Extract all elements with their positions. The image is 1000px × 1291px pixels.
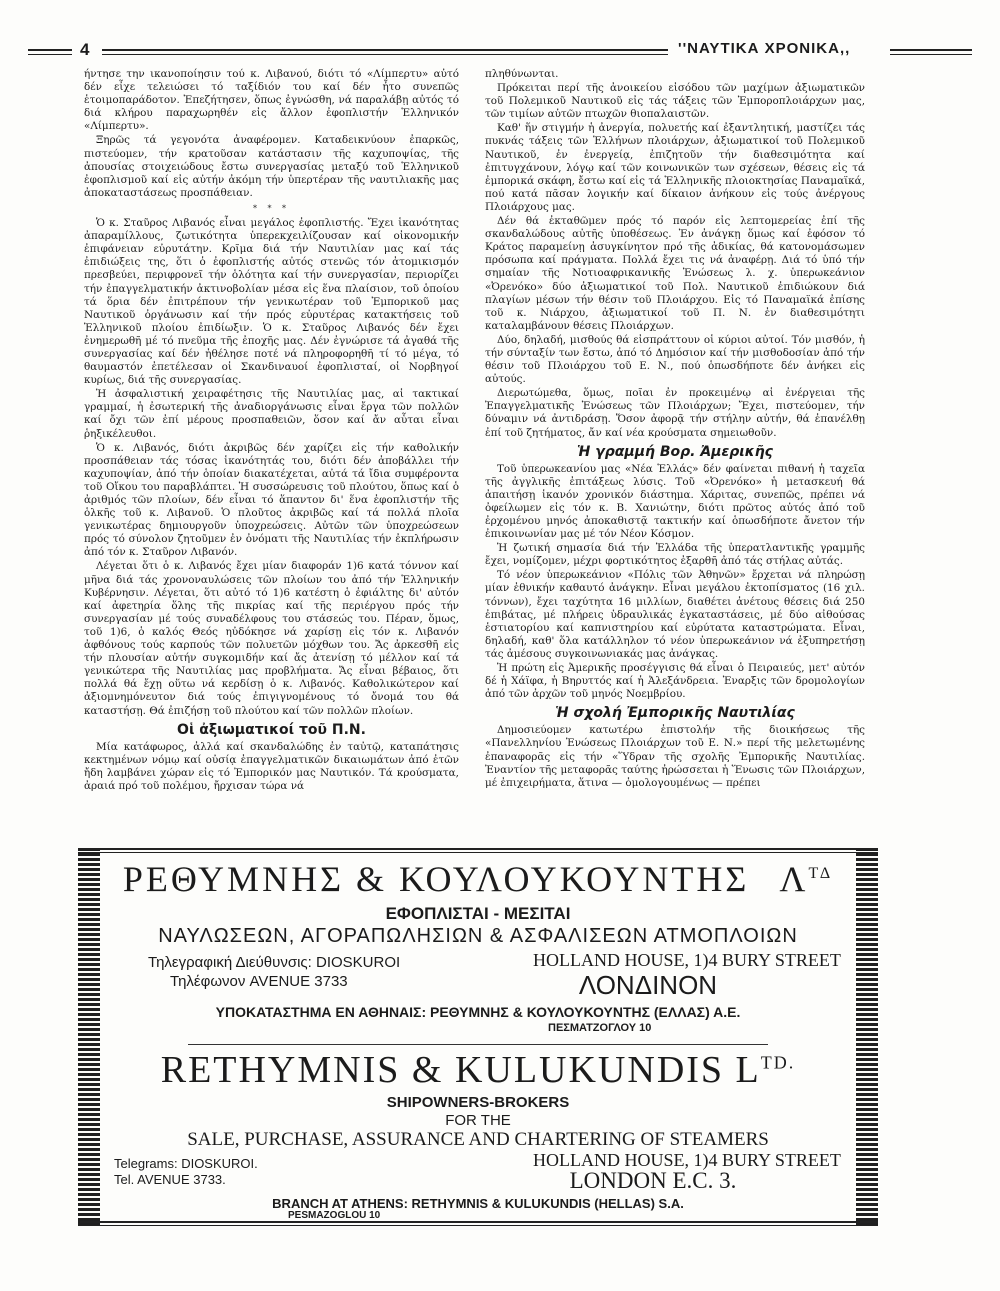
paragraph: Τό νέον ὑπερωκεάνιον «Πόλις τῶν Ἀθηνῶν» ἔρχεται νά πληρώσῃ μίαν ἐθνικήν καθαυτό ἀνάγκην. Εἶναι μεγάλου ἐκτοπίσματος (16 χιλ. τόννων), ἔχει ταχύτητα 16 μιλλίων, διαθέτει ἀνέτους θέσεις διά 250 ἐπιβάτας, μέ πλήρεις ὑδραυλικάς ἐγκαταστάσεις, μέ δύο αἰθούσας ἑστιατορίου καί καπνιστηρίου καί εὐρύτατα καταστρώματα. Εἶναι, δηλαδή, καθ' ὅλα κατάλληλον τό νέον ὑπερωκεάνιον νά ἐξυπηρετήσῃ τάς ἀμέσους συγκοινωνιακάς μας ἀνάγκας. — [485, 569, 865, 660]
ad-greek-suffix: Λ — [779, 859, 809, 899]
header-rule-right — [890, 49, 972, 55]
ad-english-suffix-sup: TD. — [760, 1052, 796, 1073]
ad-english-for: FOR THE — [445, 1112, 511, 1129]
ad-border-top — [78, 848, 878, 853]
paragraph: Καθ' ἥν στιγμήν ἡ ἀνεργία, πολυετής καί ἐξαντλητική, μαστίζει τάς πυκνάς τάξεις τῶν Ἑλλήνων πλοιάρχων, ἀξιωματικοί τοῦ Πολεμικοῦ Ναυτικοῦ, ἐν ἐνεργείᾳ, ἐπιζητοῦν τήν διαθεσιμότητα καί ἐπιτυγχάνουν, λόγῳ καί τῶν κοινωνικῶν των σχέσεων, θέσεις εἰς τά ἐμπορικά σκάφη, ἔστω καί εἰς τά Ἑλληνικῆς πλοιοκτησίας Παναμαϊκά, πού κατά πᾶσαν λογικήν καί δίκαιον ἀνήκουν εἰς τούς ἀνέργους Πλοιάρχους μας. — [485, 122, 865, 213]
paragraph: πληθύνωνται. — [485, 68, 559, 80]
page-header — [28, 40, 972, 60]
section-separator: * * * — [252, 203, 291, 213]
right-column — [485, 68, 865, 840]
ad-greek-city: ΛΟΝΔΙΝΟΝ — [578, 970, 718, 1000]
ad-greek-name-text: ΡΕΘΥΜΝΗΣ & ΚΟΥΛΟΥΚΟΥΝΤΗΣ — [122, 859, 750, 899]
left-column — [84, 68, 459, 840]
ad-greek-suffix-sup: ΤΔ — [808, 865, 834, 882]
paragraph: Ξηρῶς τά γεγονότα ἀναφέρομεν. Καταδεικνύουν ἐπαρκῶς, πιστεύομεν, τήν κρατοῦσαν κατάστασιν τῆς καχυποψίας, τῆς ἀπουσίας στοιχειώδους ἔστω συνεργασίας μεταξύ τοῦ Ἑλληνικοῦ ἐφοπλισμοῦ καί εἰς αὐτήν ἀκόμη τήν ὑπερτέραν τῆς ναυτιλιακῆς μας ἀποκαταστάσεως προσπάθειαν. — [84, 134, 459, 199]
ad-english-services: SALE, PURCHASE, ASSURANCE AND CHARTERING OF STEAMERS — [187, 1129, 769, 1150]
paragraph: Μία κατάφωρος, ἀλλά καί σκανδαλώδης ἐν ταὐτῷ, καταπάτησις κεκτημένων νόμῳ καί οὐσίᾳ ἐπαγγελματικῶν δικαιωμάτων ἀπό ἐτῶν ἤδη λαμβάνει χώραν εἰς τό Ἐμπορικόν μας Ναυτικόν. Τά κρούσματα, ἀραιά πρό τοῦ πολέμου, ἤρχισαν τώρα νά — [84, 740, 459, 792]
paragraph: Ἡ ἀσφαλιστική χειραφέτησις τῆς Ναυτιλίας μας, αἱ τακτικαί γραμμαί, ἡ ἐσωτερική τῆς ἀναδιοργάνωσις εἶναι ἔργα τῶν πολλῶν καί ὄχι τῶν ἐπί μέρους προσπαθειῶν, ὅσον καί ἄν αὗται εἶναι ῥηξικέλευθοι. — [84, 388, 459, 440]
ad-greek-branch-street: ΠΕΣΜΑΤΖΟΓΛΟΥ 10 — [548, 1022, 652, 1034]
ad-english-city: LONDON E.C. 3. — [569, 1168, 737, 1193]
ad-english-telegrams: Telegrams: DIOSKUROI. — [114, 1156, 258, 1171]
header-rule-left — [28, 49, 72, 55]
ad-divider — [188, 1044, 768, 1045]
section-heading: Οἱ ἀξιωματικοί τοῦ Π.Ν. — [177, 721, 366, 738]
paragraph: Δύο, δηλαδή, μισθούς θά εἰσπράττουν οἱ κύριοι αὐτοί. Τόν μισθόν, ἡ τήν σύνταξίν των ἔστω, ἀπό τό Δημόσιον καί τήν μισθοδοσίαν ἀπό τήν θέσιν τοῦ Πλοιάρχου τοῦ Ε. Ν., πού ὁπωσδήποτε δέν ἀνήκει εἰς αὐτούς. — [485, 333, 865, 386]
ad-english-branch-street: PESMAZOGLOU 10 — [288, 1210, 381, 1221]
ad-greek-branch: ΥΠΟΚΑΤΑΣΤΗΜΑ ΕΝ ΑΘΗΝΑΙΣ: ΡΕΘΥΜΝΗΣ & ΚΟΥΛΟΥΚΟΥΝΤΗΣ (ΕΛΛΑΣ) Α.Ε. — [215, 1004, 741, 1020]
paragraph: Ἡ πρώτη εἰς Ἀμερικῆς προσέγγισις θά εἶναι ὁ Πειραιεύς, μετ' αὐτόν δέ ἡ Χάϊφα, ἡ Βηρυττός καί ἡ Ἀλεξάνδρεια. Ἐναρξις τῶν δρομολογίων ἀπό τῶν ἀρχῶν τοῦ μηνός Νοεμβρίου. — [485, 662, 865, 701]
section-heading — [485, 705, 865, 721]
ad-english-tel: Tel. AVENUE 3733. — [114, 1172, 226, 1187]
ad-english-branch: BRANCH AT ATHENS: RETHYMNIS & KULUKUNDIS (HELLAS) S.A. — [272, 1196, 684, 1211]
paragraph: Ὁ κ. Λιβανός, διότι ἀκριβῶς δέν χαρίζει εἰς τήν καθολικήν προσπάθειαν τάς τόσας ἱκανότητάς του, διότι δέν ἀποβάλλει τήν καχυποψίαν, ἀπό τήν ὁποίαν διακατέχεται, αὐτά τά ἴδια συμφέροντα τοῦ Οἴκου του παραβλάπτει. Ἡ συσσώρευσις τοῦ πλούτου, ὅπως καί ὁ ἀριθμός τῶν πλοίων, δέν εἶναι τό ἅπαντον δι' ἕνα ἐφοπλιστήν τῆς ὁλκῆς τοῦ κ. Λιβανοῦ. Ὁ πλοῦτος ἀκριβῶς καί τά πολλά πλοῖα γενικωτέρας δημιουργοῦν ὑποχρεώσεις. Αὐτῶν τῶν ὑποχρεώσεων πρός τό σύνολον ζητοῦμεν ἐν ὀνόματι τῆς Ναυτιλίας τήν ἐκπλήρωσιν ἀπό τόν κ. Σταῦρον Λιβανόν. — [84, 441, 459, 559]
ad-english-role: SHIPOWNERS-BROKERS — [386, 1094, 570, 1111]
paragraph: Δέν θά ἐκταθῶμεν πρός τό παρόν εἰς λεπτομερείας ἐπί τῆς σκανδαλώδους αὐτῆς ὑποθέσεως. Ἐν ἀνάγκῃ ὅμως καί ἐφόσον τό Κράτος παραμείνῃ ἀσυγκίνητον πρό τῆς ἀδικίας, θά κατονομάσωμεν πρόσωπα καί πράγματα. Πολλά ἔχει τις νά ἀναφέρῃ. Διά τό ὑπό τήν σημαίαν τῆς Νοτιοαφρικανικῆς Ἑνώσεως λ. χ. ὑπερωκεάνιον «Ὀρενόκο» δύο ἀξιωματικοί τοῦ Πολ. Ναυτικοῦ ἐπιδιώκουν διά πλαγίων μέσων τήν θέσιν τοῦ Πλοιάρχου. Εἰς τό Παναμαϊκά ἐπίσης τοῦ κ. Νιάρχου, ἀξιωματικοί τοῦ Π. Ν. ἐν διαθεσιμότητι καταλαμβάνουν θέσεις Πλοιάρχων. — [485, 215, 865, 332]
ad-border-bottom — [78, 1221, 878, 1226]
ad-border-right — [856, 848, 878, 1226]
ad-greek-company-name — [108, 858, 848, 900]
ad-greek-services: ΝΑΥΛΩΣΕΩΝ, ΑΓΟΡΑΠΩΛΗΣΙΩΝ & ΑΣΦΑΛΙΣΕΩΝ ΑΤΜΟΠΛΟΙΩΝ — [158, 925, 798, 947]
page-number: 4 — [80, 40, 90, 59]
paragraph: Πρόκειται περί τῆς ἀνοικείου εἰσόδου τῶν μαχίμων ἀξιωματικῶν τοῦ Πολεμικοῦ Ναυτικοῦ εἰς τάς τάξεις τῶν Ἐμποροπλοιάρχων μας, τῶν τιμίων αὐτῶν πτωχῶν θιοπαλαιστῶν. — [485, 82, 865, 121]
ad-border-left — [78, 848, 100, 1226]
section-heading-text: Ἡ γραμμή Βορ. Ἀμερικῆς — [577, 443, 773, 460]
paragraph: Δημοσιεύομεν κατωτέρω ἐπιστολήν τῆς διοικήσεως τῆς «Πανελληνίου Ἑνώσεως Πλοιάρχων τοῦ Ε. Ν.» περί τῆς μελετωμένης ἐπαναφορᾶς εἰς τήν «Ὕδραν τῆς σχολῆς Ἐμπορικῆς Ναυτιλίας. Ἐναντίον τῆς μεταφορᾶς ταύτης ἠρώσσεται ἡ Ἕνωσις τῶν Πλοιάρχων, μέ ἐπιχειρήματα, ἅτινα — ὁμολογουμένως — πρέπει — [485, 724, 865, 789]
ad-greek-address: HOLLAND HOUSE, 1)4 BURY STREET — [533, 950, 841, 970]
paragraph: Τοῦ ὑπερωκεανίου μας «Νέα Ἑλλάς» δέν φαίνεται πιθανή ἡ ταχεῖα τῆς ἀγγλικῆς ἐπιτάξεως λύσις. Τοῦ «Ὀρενόκο» ἡ μετασκευή θά ἀπαιτήσῃ ἱκανόν χρονικόν διάστημα. Χάριτας, συνεπῶς, πρέπει νά ὀφείλωμεν εἰς τόν κ. Β. Χανιώτην, διότι πρῶτος αὐτός ἀπό τοῦ ἐρχομένου μηνός ἀποκαθιστᾷ τακτικήν καί ὁπωσδήποτε ἄνετον τήν ἐπικοινωνίαν μας μέ τόν Νέον Κόσμον. — [485, 462, 865, 541]
ad-greek-phone: Τηλέφωνον AVENUE 3733 — [170, 973, 348, 990]
ad-english-company-name — [108, 1048, 848, 1092]
paragraph: Ὁ κ. Σταῦρος Λιβανός εἶναι μεγάλος ἐφοπλιστής. Ἔχει ἱκανότητας ἀπαραμίλλους, ζωτικότητα ὑπερεκχειλίζουσαν καί οἰκονομικήν ἐπιφάνειαν εὐρυτάτην. Κρῖμα διά τήν Ναυτιλίαν μας καί τάς ἐπιδιώξεις της, ὅτι ὁ ἐφοπλιστής αὐτός στενῶς τόν ἀτομικισμόν πρεσβεύει, περιφρονεῖ τήν ὁλότητα καί τήν συνεργασίαν, περιορίζει τήν ἐπαγγελματικήν ἀκτινοβολίαν μέσα εἰς ἕνα πλαίσιον, τοῦ ὁποίου τά ὅρια δέν ἐπιτρέπουν τήν γενικωτέραν τοῦ Ἐμπορικοῦ μας Ναυτικοῦ ὀργάνωσιν καί τήν πρός εὐρυτέρας κατακτήσεις τοῦ Ἑλληνικοῦ πλοίου ἐπιδίωξιν. Ὁ κ. Σταῦρος Λιβανός δέν ἔχει ἐνημερωθῆ μέ τό πνεῦμα τῆς ἐποχῆς μας. Δέν ἐγνώρισε τά ἀγαθά τῆς συνεργασίας καί δέν ἠθέλησε ποτέ νά πληροφορηθῆ τί τό μέγα, τό θαυμαστόν ἐπετέλεσαν οἱ Σκανδιναυοί ἐφοπλισταί, οἱ Νορβηγοί κυρίως, διά τῆς συνεργασίας. — [84, 217, 459, 387]
header-rule-middle — [102, 49, 668, 55]
ad-greek-role: ΕΦΟΠΛΙΣΤΑΙ - ΜΕΣΙΤΑΙ — [385, 904, 571, 923]
section-heading-text: Ἡ σχολή Ἐμπορικῆς Ναυτιλίας — [555, 705, 795, 722]
ad-english-name-text: RETHYMNIS & KULUKUNDIS L — [160, 1049, 761, 1091]
advertisement-box — [78, 848, 878, 1226]
paragraph: ήντησε την ικανοποίησιν τού κ. Λιβανού, διότι τό «Λίμπερτυ» αὐτό δέν εἶχε τελειώσει τό ταξίδιόν του καί δέν ἦτο συνεπῶς ἑτοιμοπαράδοτον. Ἐπεζήτησεν, ὅπως ἐγνώσθη, νά παραλάβῃ αὐτός τό διά κλήρου παραχωρηθέν εἰς ἄλλον ἐφοπλιστήν Ἑλληνικόν «Λίμπερτυ». — [84, 68, 459, 133]
ad-greek-telegraph: Τηλεγραφική Διεύθυνσις: DIOSKUROI — [148, 954, 401, 971]
magazine-title: ''ΝΑΥΤΙΚΑ ΧΡΟΝΙΚΑ,, — [678, 40, 851, 57]
paragraph: Ἡ ζωτική σημασία διά τήν Ἑλλάδα τῆς ὑπερατλαντικῆς γραμμῆς ἔχει, νομίζομεν, μέχρι φορτικότητος ἐξαρθῆ ἀπό τάς στήλας αὐτάς. — [485, 542, 865, 568]
paragraph: Διερωτώμεθα, ὅμως, ποῖαι ἐν προκειμένῳ αἱ ἐνέργειαι τῆς Ἐπαγγελματικῆς Ἑνώσεως τῶν Πλοιάρχων; Ἔχει, πιστεύομεν, τήν δύναμιν νά ἀντιδράσῃ. Ὅσον ἀφορᾷ τήν στήλην αὐτήν, θά ἐπανέλθῃ ἐπί τοῦ ζητήματος, ἄν καί νέα κρούσματα σημειωθοῦν. — [485, 387, 865, 439]
ad-english-address: HOLLAND HOUSE, 1)4 BURY STREET — [533, 1150, 841, 1170]
paragraph: Λέγεται ὅτι ὁ κ. Λιβανός ἔχει μίαν διαφοράν 1)6 κατά τόννον καί μῆνα διά τάς χρονοναυλώσεις τῶν πλοίων του ἀπό τήν Ἑλληνικήν Κυβέρνησιν. Λέγεται, ὅτι αὐτό τό 1)6 κατέστη ὁ ἐφιάλτης δι' αὐτόν καί ἀφετηρία ὅλης τῆς πικρίας καί τῆς περιέργου πρός τήν συνεργασίαν μέ τούς συναδέλφους του στάσεώς του. Πέραν, ὅμως, τοῦ 1)6, ὁ καλός Θεός ηὐδόκησε νά χαρίσῃ εἰς τόν κ. Λιβανόν ἀφθόνους τούς καρπούς τῶν πολυετῶν μόχθων του. Ἄς ἀρκεσθῆ εἰς τήν πλουσίαν αὐτήν συγκομιδήν καί ἄς ἀτενίσῃ τό μέλλον καί τά γενικώτερα τῆς Ναυτιλίας μας προβλήματα. Ἄς εἶναι βέβαιος, ὅτι πολλά θά ἔχῃ οὕτω νά κερδίσῃ ὁ κ. Λιβανός. Καθολικώτερον καί ἀξιομνημόνευτον διά τούς ἐπιγιγνομένους τό ὄνομά του θά καταστήσῃ. Θά ἐπιζήσῃ τοῦ πλούτου καί τῶν πολλῶν πλοίων. — [84, 560, 459, 717]
section-heading — [485, 444, 865, 460]
